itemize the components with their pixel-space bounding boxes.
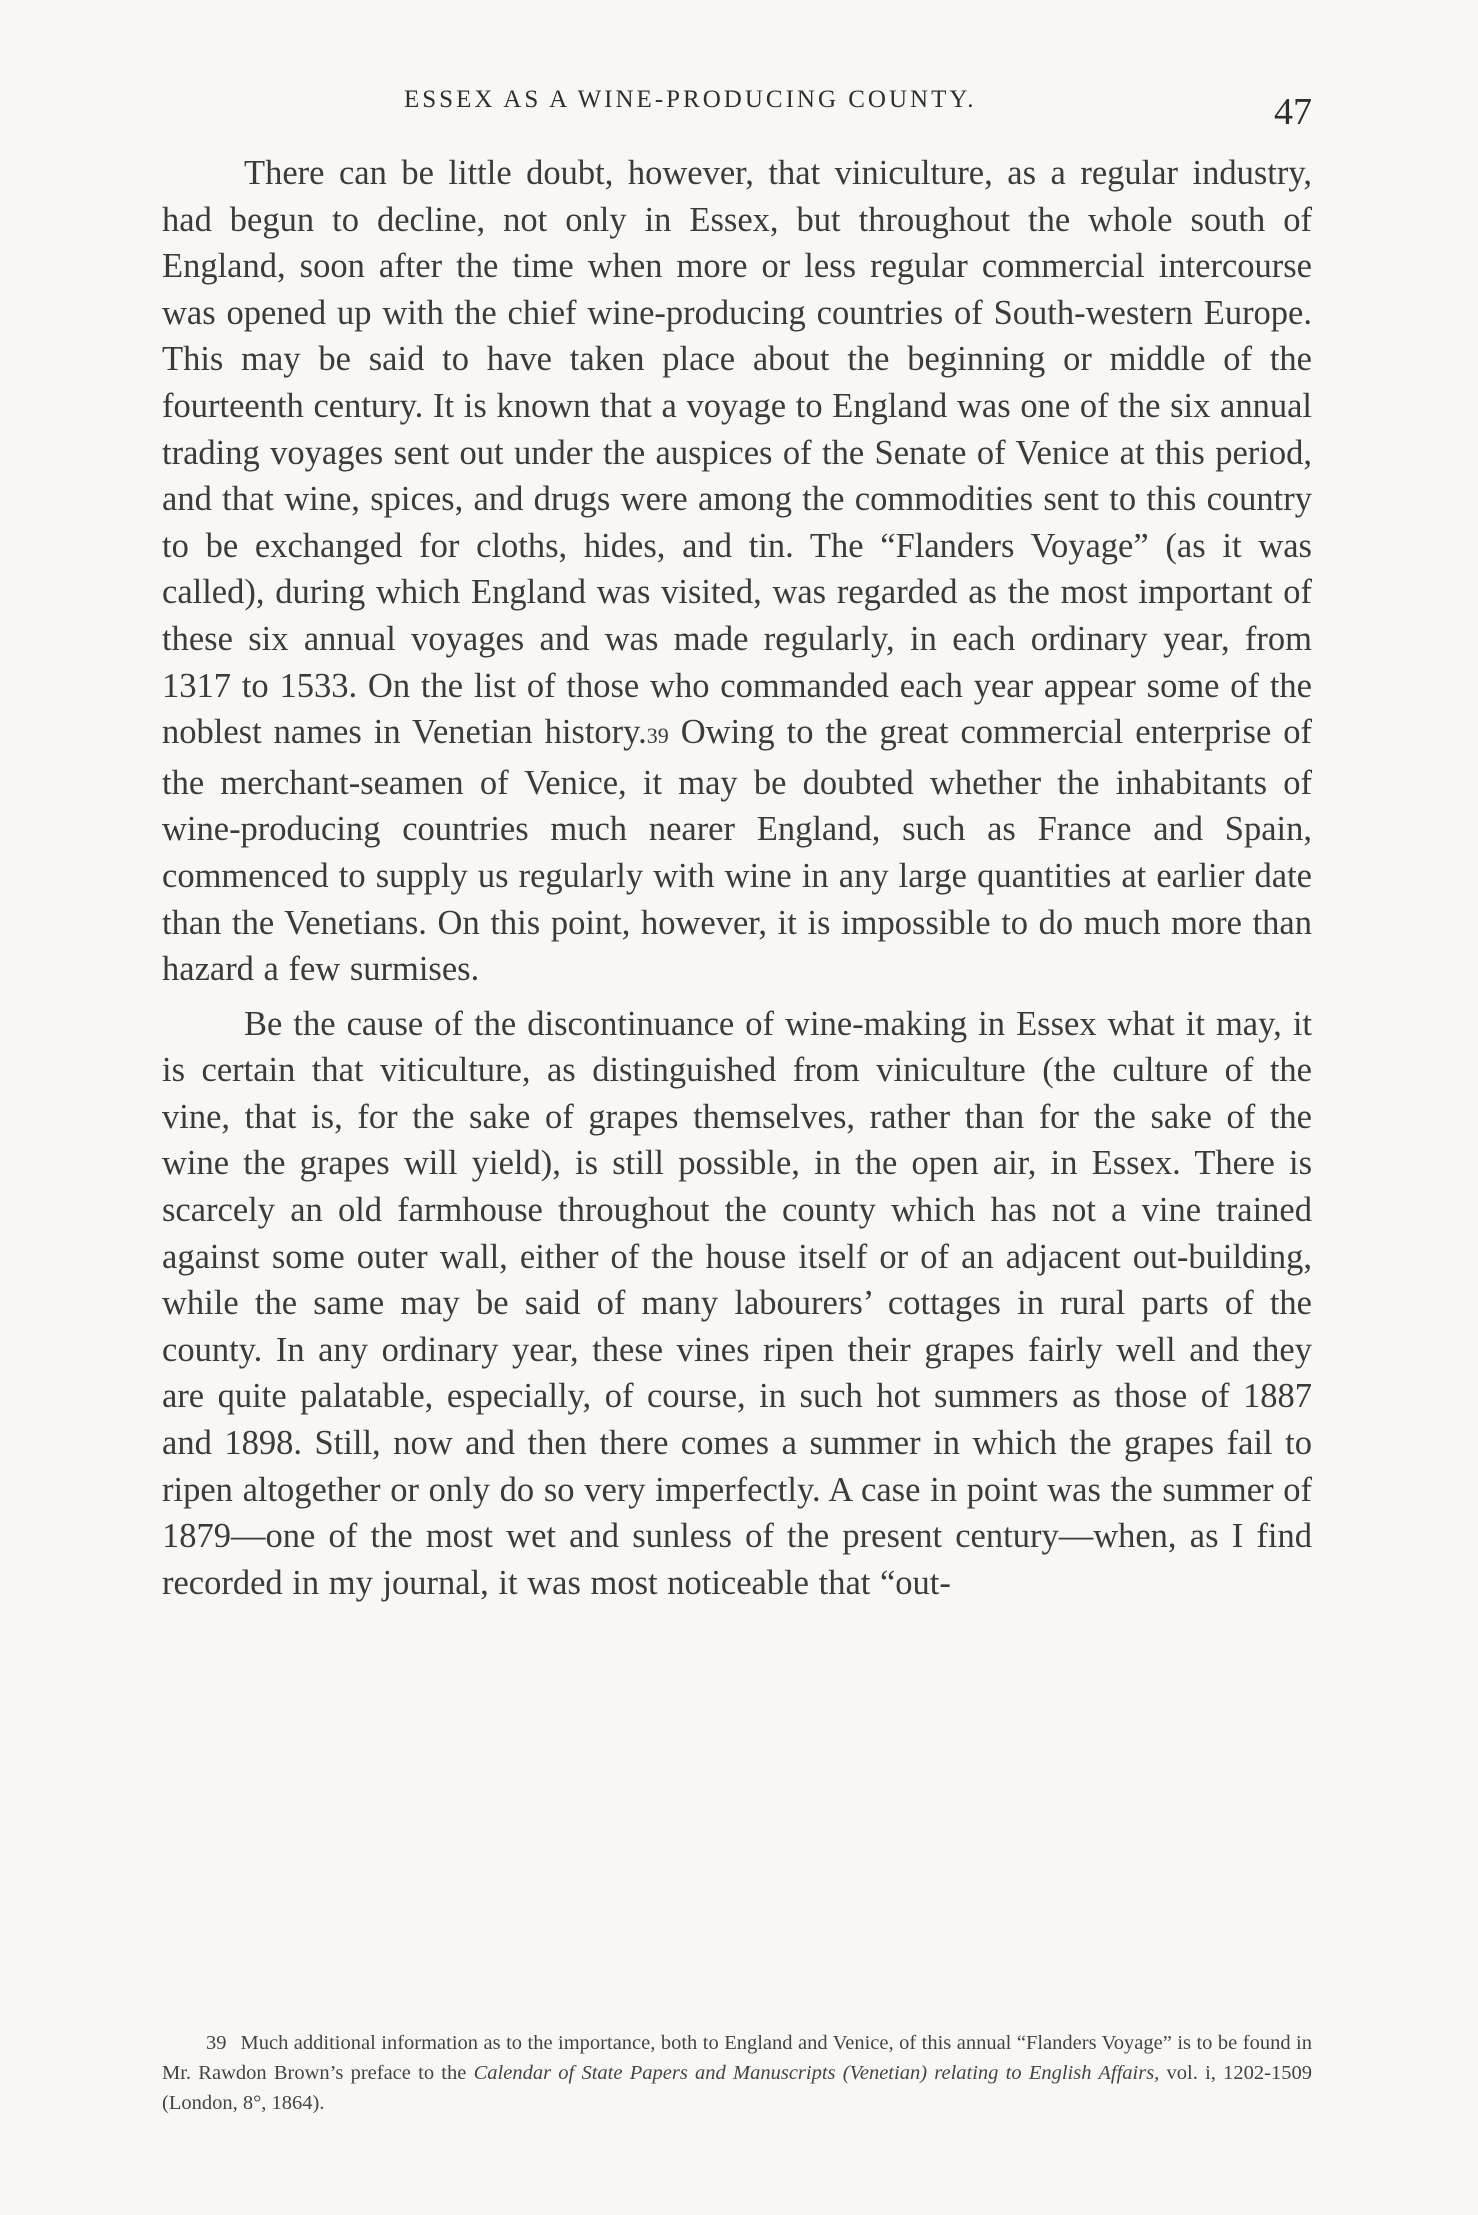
footnote-title: Calendar of State Papers and Manuscripts (Venetian) relating to English Affairs, xyxy=(473,2062,1160,2084)
paragraph-1 xyxy=(162,150,1312,993)
paragraph-1-text-b: Owing to the great commercial enterprise of the merchant-seamen of Venice, it may be doubted whether the inhabitants of wine-producing countries much nearer England, such as France and Spain, commenced to supply us regularly with wine in any large quantities at earlier date than the Venetians. On this point, however, it is impossible to do much more than hazard a few surmises. xyxy=(162,713,1312,989)
footnote-text-a: Much additional information as to the importance, both to England and Venice, of this annual “Flanders Voyage” is to be found in Mr. Rawdon Brown’s preface to the xyxy=(162,2032,1312,2084)
footnote-number: 39 xyxy=(206,2032,227,2054)
running-title: ESSEX AS A WINE-PRODUCING COUNTY. xyxy=(404,86,977,113)
paragraph-1-text-a: There can be little doubt, however, that viniculture, as a regular industry, had begun to decline, not only in Essex, but throughout the whole south of England, soon after the time when more or less regular commercial intercourse was opened up with the chief wine-producing countries of South-western Europe. This may be said to have taken place about the beginning or middle of the fourteenth century. It is known that a voyage to England was one of the six annual trading voyages sent out under the auspices of the Senate of Venice at this period, and that wine, spices, and drugs were among the commodities sent to this country to be exchanged for cloths, hides, and tin. The “Flanders Voyage” (as it was called), during which England was visited, was regarded as the most important of these six annual voyages and was made regularly, in each ordinary year, from 1317 to 1533. On the list of those who commanded each year appear some of the noblest names in Venetian history. xyxy=(162,154,1312,752)
page-header xyxy=(162,86,1312,136)
footnote-reference: 39 xyxy=(646,723,669,749)
footnote-text-b: vol. i, 1202-1509 (London, 8°, 1864). xyxy=(162,2062,1312,2114)
main-text xyxy=(162,150,1312,1606)
page-number: 47 xyxy=(1274,91,1312,133)
paragraph-2: Be the cause of the discontinuance of wine-making in Essex what it may, it is certain that viticulture, as distinguished from viniculture (the culture of the vine, that is, for the sake of grapes themselves, rather than for the sake of the wine the grapes will yield), is still possible, in the open air, in Essex. There is scarcely an old farmhouse throughout the county which has not a vine trained against some outer wall, either of the house itself or of an adjacent out-building, while the same may be said of many labourers’ cottages in rural parts of the county. In any ordinary year, these vines ripen their grapes fairly well and they are quite palatable, especially, of course, in such hot summers as those of 1887 and 1898. Still, now and then there comes a summer in which the grapes fail to ripen altogether or only do so very imperfectly. A case in point was the summer of 1879—one of the most wet and sunless of the present century—when, as I find recorded in my journal, it was most noticeable that “out- xyxy=(162,1004,1312,1602)
footnote xyxy=(162,2028,1312,2118)
